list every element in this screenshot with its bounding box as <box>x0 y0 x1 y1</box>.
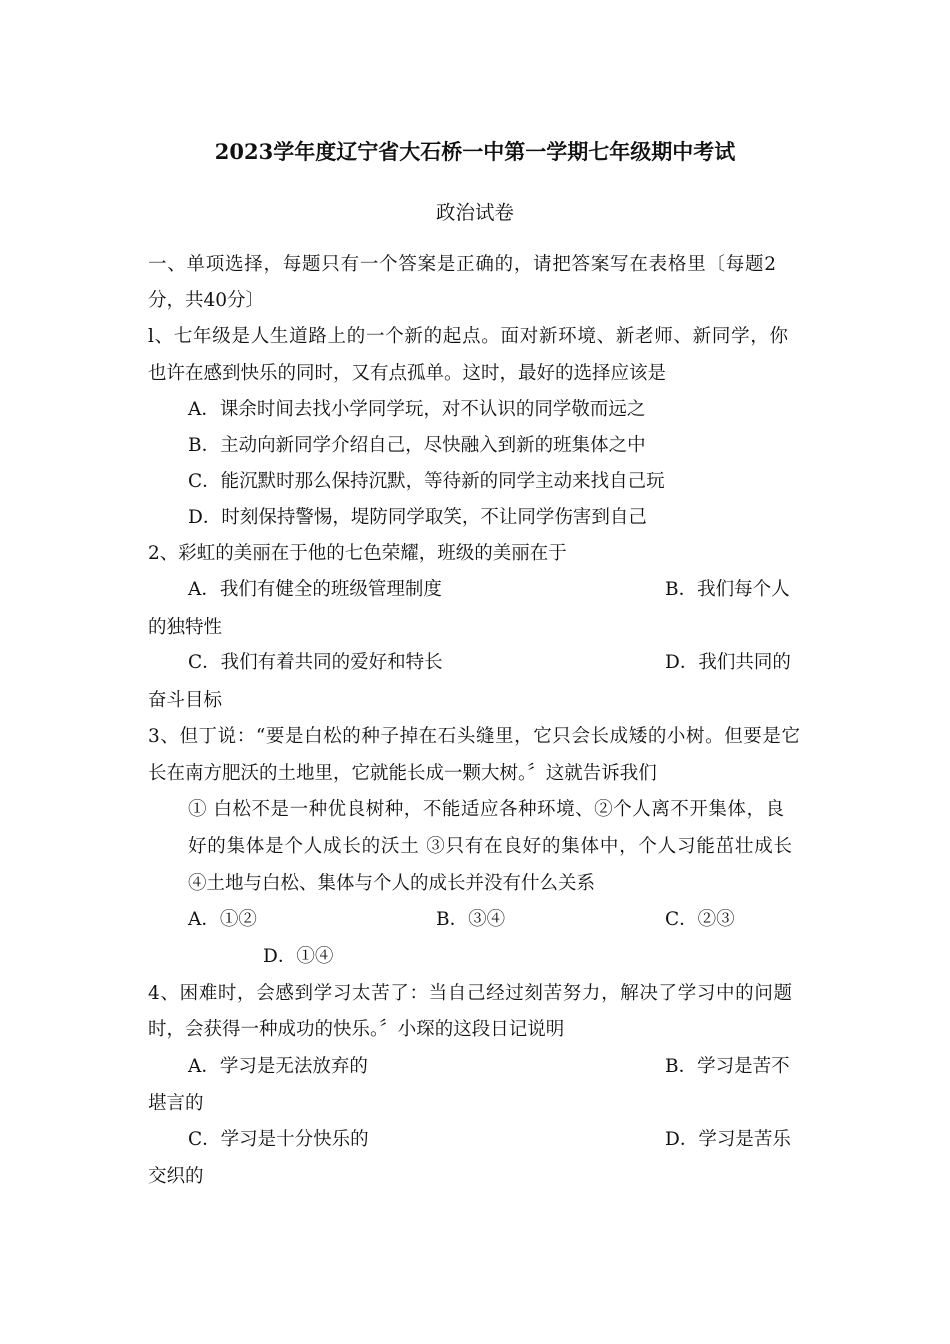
q3-statement-line-3: ④土地与白松、集体与个人的成长并没有什么关系 <box>188 873 596 894</box>
q4-stem-line-2: 时，会获得一种成功的快乐。〞小琛的这段日记说明 <box>148 1019 565 1040</box>
q4-stem-line-1: 4、困难时，会感到学习太苦了：当自己经过刻苦努力，解决了学习中的问题 <box>148 983 792 1004</box>
exam-title: 2023学年度辽宁省大石桥一中第一学期七年级期中考试 <box>214 139 736 164</box>
q3-option-b: B．③④ <box>436 909 506 930</box>
q3-stem-line-1: 3、但丁说：“要是白松的种子掉在石头缝里，它只会长成矮的小树。但要是它 <box>148 726 800 747</box>
q3-statement-line-2: 好的集体是个人成长的沃土 ③只有在良好的集体中，个人习能茁壮成长 <box>188 836 792 857</box>
section-instruction-line-1: 一、单项选择，每题只有一个答案是正确的，请把答案写在表格里〔每题2 <box>148 254 776 275</box>
q4-option-c: C．学习是十分快乐的 <box>188 1129 369 1150</box>
q1-stem-line-2: 也许在感到快乐的同时，又有点孤单。这时，最好的选择应该是 <box>148 363 667 384</box>
q1-option-d: D．时刻保持警惕，堤防同学取笑，不让同学伤害到自己 <box>188 507 647 528</box>
q3-statement-line-1: ① 白松不是一种优良树种，不能适应各种环境、②个人离不开集体，良 <box>188 799 784 820</box>
q2-option-b-continued: 的独特性 <box>148 617 223 638</box>
q1-option-c: C．能沉默时那么保持沉默，等待新的同学主动来找自己玩 <box>188 471 665 492</box>
section-instruction-line-2: 分，共40分〕 <box>148 290 265 311</box>
q2-stem: 2、彩虹的美丽在于他的七色荣耀，班级的美丽在于 <box>148 543 567 564</box>
exam-subtitle: 政治试卷 <box>435 201 514 224</box>
q3-option-c: C．②③ <box>665 909 735 930</box>
q1-option-a: A．课余时间去找小学同学玩，对不认识的同学敬而远之 <box>188 399 646 420</box>
q2-option-d: D．我们共同的 <box>665 652 791 673</box>
q3-option-a: A．①② <box>188 909 257 930</box>
q3-stem-line-2: 长在南方肥沃的土地里，它就能长成一颗大树。〞这就告诉我们 <box>148 763 657 784</box>
q3-option-d: D．①④ <box>263 946 334 967</box>
q2-option-b: B．我们每个人 <box>665 579 790 600</box>
q2-option-a: A．我们有健全的班级管理制度 <box>188 579 442 600</box>
q2-option-d-continued: 奋斗目标 <box>148 690 223 711</box>
q2-option-c: C．我们有着共同的爱好和特长 <box>188 652 443 673</box>
q4-option-a: A．学习是无法放弃的 <box>188 1056 368 1077</box>
q1-stem-line-1: l、七年级是人生道路上的一个新的起点。面对新环境、新老师、新同学，你 <box>148 326 788 347</box>
q4-option-b: B．学习是苦不 <box>665 1056 790 1077</box>
q4-option-d: D．学习是苦乐 <box>665 1129 791 1150</box>
q4-option-b-continued: 堪言的 <box>148 1093 204 1114</box>
q1-option-b: B．主动向新同学介绍自己，尽快融入到新的班集体之中 <box>188 435 646 456</box>
q4-option-d-continued: 交织的 <box>148 1166 204 1187</box>
